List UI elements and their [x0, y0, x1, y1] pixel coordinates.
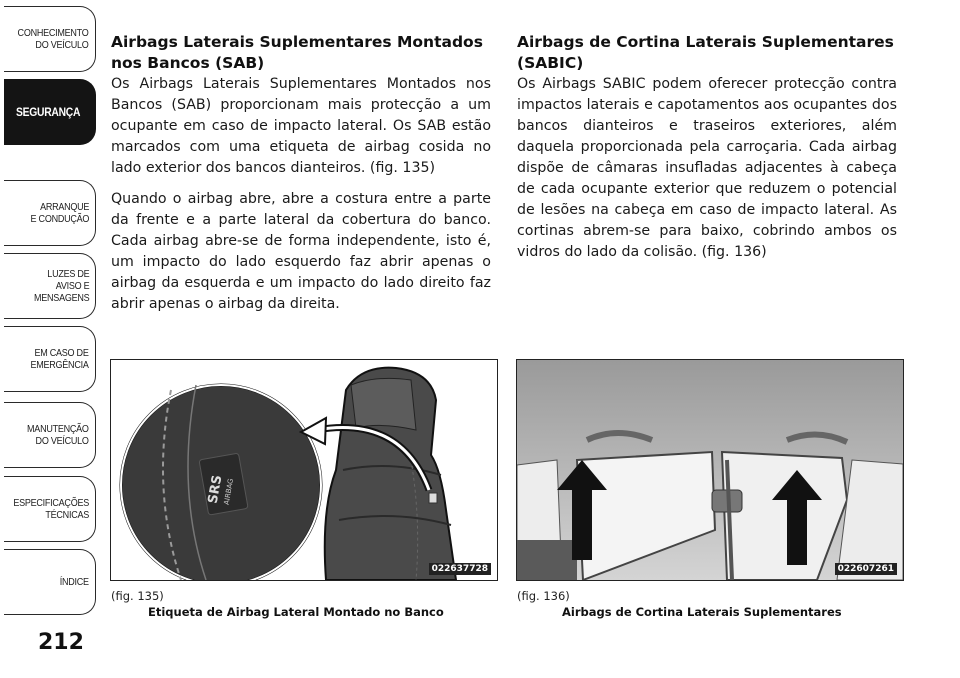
interior-illustration	[517, 360, 903, 580]
seat-illustration	[111, 360, 497, 580]
tab-especificacoes-tecnicas[interactable]	[4, 476, 96, 542]
tab-manutencao-do-veiculo[interactable]	[4, 402, 96, 468]
srs-tag-text: SRS	[205, 473, 226, 505]
figure-code: 022637728	[429, 563, 491, 575]
airbag-tag-text: AIRBAG	[222, 477, 236, 506]
paragraph: Quando o airbag abre, abre a costura entre a parte da frente e a parte lateral da cobertura do banco. Cada airbag abre-se de forma independente, isto é, um impacto do lado esquerdo faz abrir apenas o airbag da esquerda e um impacto do lado direito faz abrir apenas o airbag da direita.	[111, 191, 491, 312]
section-curtain-airbags	[517, 32, 897, 273]
figure-number: (fig. 135)	[111, 589, 164, 603]
tab-label: ARRANQUE E CONDUÇÃO	[30, 201, 89, 225]
tab-indice[interactable]	[4, 549, 96, 615]
figure-number: (fig. 136)	[517, 589, 570, 603]
figure-curtain-airbags	[516, 359, 904, 581]
section-heading: Airbags Laterais Suplementares Montados nos Bancos (SAB)	[111, 33, 483, 72]
figure-caption: Etiqueta de Airbag Lateral Montado no Banco	[148, 605, 444, 619]
section-side-airbags	[111, 32, 491, 325]
tab-label: EM CASO DE EMERGÊNCIA	[30, 347, 89, 371]
tab-label: MANUTENÇÃO DO VEÍCULO	[27, 423, 89, 447]
paragraph: Os Airbags Laterais Suplementares Montados nos Bancos (SAB) proporcionam mais protecção a um ocupante em caso de impacto lateral. Os SAB estão marcados com uma etiqueta de airbag cosida no lado exterior dos bancos dianteiros. (fig. 135)	[111, 76, 491, 176]
figure-code: 022607261	[835, 563, 897, 575]
tab-seguranca[interactable]	[4, 79, 96, 145]
chapter-tabs	[0, 0, 100, 678]
section-heading: Airbags de Cortina Laterais Suplementares (SABIC)	[517, 33, 894, 72]
tab-label: ESPECIFICAÇÕES TÉCNICAS	[13, 497, 89, 521]
tab-luzes-de-aviso[interactable]	[4, 253, 96, 319]
figure-caption: Airbags de Cortina Laterais Suplementares	[562, 605, 842, 619]
tab-label: CONHECIMENTO DO VEÍCULO	[18, 27, 89, 51]
page-number: 212	[38, 630, 84, 655]
paragraph: Os Airbags SABIC podem oferecer protecção contra impactos laterais e capotamentos aos ocupantes dos bancos dianteiros e traseiros exteriores, além daquela proporcionada pela carroçaria. Cada airbag dispõe de câmaras insufladas adjacentes à cabeça de cada ocupante exterior que reduzem o potencial de lesões na cabeça em caso de impacto lateral. As cortinas abrem-se para baixo, cobrindo ambos os vidros do lado da colisão. (fig. 136)	[517, 76, 897, 260]
tab-label: LUZES DE AVISO E MENSAGENS	[33, 268, 89, 304]
tab-label: ÍNDICE	[59, 576, 89, 588]
tab-arranque-e-conducao[interactable]	[4, 180, 96, 246]
tab-label: SEGURANÇA	[16, 105, 81, 119]
tab-em-caso-de-emergencia[interactable]	[4, 326, 96, 392]
tab-conhecimento-do-veiculo[interactable]	[4, 6, 96, 72]
figure-seat-airbag-label	[110, 359, 498, 581]
